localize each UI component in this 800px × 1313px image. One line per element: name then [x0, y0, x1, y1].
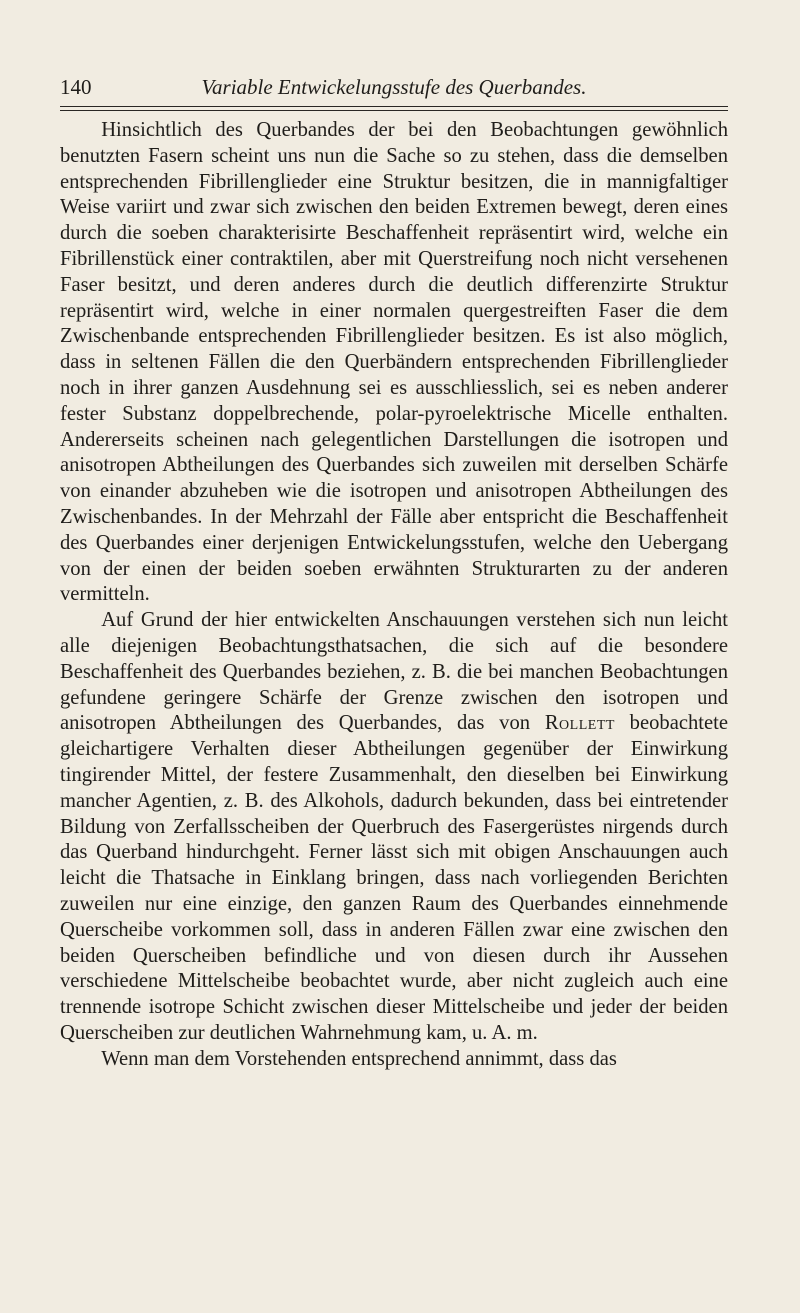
page-header: [60, 74, 728, 104]
page-number: 140: [60, 75, 92, 99]
header-rule: [60, 106, 728, 107]
running-title: Variable Entwickelungsstufe des Querbandes.: [201, 75, 587, 99]
author-name-rollett: Rollett: [544, 712, 615, 735]
paragraph-1: Hinsichtlich des Querbandes der bei den Beobachtungen gewöhnlich benutzten Fasern scheint uns nun die Sache so zu stehen, dass die demselben entsprechenden Fibrillenglieder eine Struktur besitzen, die in mannigfaltiger Weise variirt und zwar sich zwischen den beiden Extremen bewegt, deren eines durch die soeben charakterisirte Beschaffenheit repräsentirt wird, welche ein Fibrillenstück einer contraktilen, aber mit Querstreifung noch nicht versehenen Faser besitzt, und deren anderes durch die deutlich differenzirte Struktur repräsentirt wird, welche in einer normalen quergestreiften Faser die dem Zwischenbande entsprechenden Fibrillenglieder besitzen. Es ist also möglich, dass in seltenen Fällen die den Querbändern entsprechenden Fibrillenglieder noch in ihrer ganzen Ausdehnung sei es ausschliesslich, sei es neben anderer fester Substanz doppelbrechende, polar-pyroelektrische Micelle enthalten. Andererseits scheinen nach gelegentlichen Darstellungen die isotropen und anisotropen Abtheilungen des Querbandes sich zuweilen mit derselben Schärfe von einander abzuheben wie die isotropen und anisotropen Abtheilungen des Zwischenbandes. In der Mehrzahl der Fälle aber entspricht die Beschaffenheit des Querbandes einer derjenigen Entwickelungsstufen, welche den Uebergang von der einen der beiden soeben erwähnten Strukturarten zu der anderen vermitteln.: [60, 119, 728, 606]
paragraph-3: Wenn man dem Vorstehenden entsprechend annimmt, dass das: [101, 1047, 617, 1070]
body-text: [60, 118, 728, 1072]
header-rule-double: [60, 110, 728, 111]
paragraph-2: [60, 608, 728, 1047]
paragraph-2-text-after: beobachtete gleichartigere Verhalten dieser Abtheilungen gegenüber der Einwirkung tingirender Mittel, der festere Zusammenhalt, den dieselben bei Einwirkung mancher Agentien, z. B. des Alkohols, dadurch bekunden, dass bei eintretender Bildung von Zerfallsscheiben der Querbruch des Fasergerüstes nirgends durch das Querband hindurchgeht. Ferner lässt sich mit obigen Anschauungen auch leicht die Thatsache in Einklang bringen, dass nach vorliegenden Berichten zuweilen nur eine einzige, den ganzen Raum des Querbandes einnehmende Querscheibe vorkommen soll, dass in anderen Fällen zwar eine zwischen den beiden Querscheiben befindliche und von diesen durch ihr Aussehen verschiedene Mittelscheibe beobachtet wurde, aber nicht zugleich auch eine trennende isotrope Schicht zwischen dieser Mittelscheibe und jeder der beiden Querscheiben zur deutlichen Wahrnehmung kam, u. A. m.: [60, 712, 728, 1044]
paragraph-2-text-before: Auf Grund der hier entwickelten Anschauungen verstehen sich nun leicht alle diejenigen Beobachtungsthatsachen, die sich auf die besondere Beschaffenheit des Querbandes beziehen, z. B. die bei manchen Beobachtungen gefundene geringere Schärfe der Grenze zwischen den isotropen und anisotropen Abtheilungen des Querbandes, das von: [60, 609, 728, 735]
